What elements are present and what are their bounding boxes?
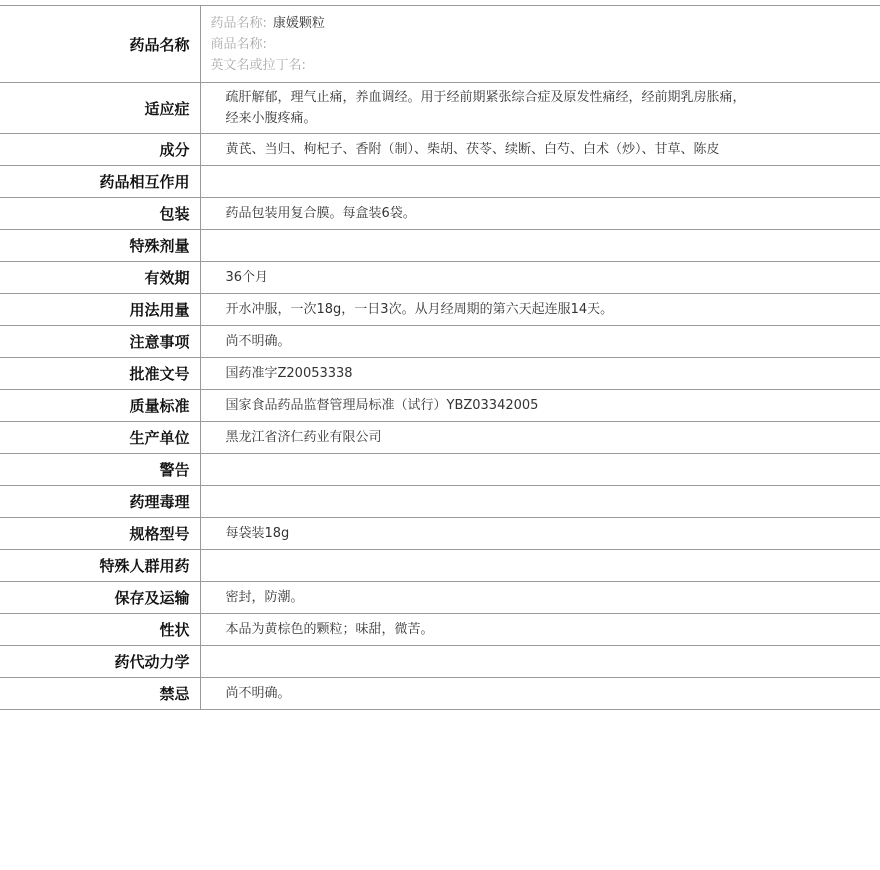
row-label-approval-number: 批准文号 [0, 358, 200, 390]
indications-line-2: 经来小腹疼痛。 [225, 111, 317, 126]
drug-name-key: 药品名称: [210, 16, 267, 31]
row-quality-standard [0, 390, 880, 422]
row-value-pharmacokinetics [200, 646, 880, 678]
row-value-manufacturer: 黑龙江省济仁药业有限公司 [200, 422, 880, 454]
row-label-shelf-life: 有效期 [0, 262, 200, 294]
row-approval-number [0, 358, 880, 390]
trade-name-key: 商品名称: [210, 37, 267, 52]
row-value-special-populations [200, 550, 880, 582]
row-indications [0, 83, 880, 134]
row-value-indications [200, 83, 880, 134]
row-label-drug-interactions: 药品相互作用 [0, 166, 200, 198]
row-label-storage-transport: 保存及运输 [0, 582, 200, 614]
row-label-usage-dosage: 用法用量 [0, 294, 200, 326]
latin-name-line [211, 55, 880, 76]
row-value-storage-transport: 密封，防潮。 [200, 582, 880, 614]
row-label-indications: 适应症 [0, 83, 200, 134]
row-value-pharmacology-toxicology [200, 486, 880, 518]
row-label-drug-name: 药品名称 [0, 6, 200, 83]
row-value-quality-standard: 国家食品药品监督管理局标准（试行）YBZ03342005 [200, 390, 880, 422]
row-label-description: 性状 [0, 614, 200, 646]
row-packaging [0, 198, 880, 230]
row-shelf-life [0, 262, 880, 294]
row-usage-dosage [0, 294, 880, 326]
row-contraindications [0, 678, 880, 710]
trade-name-line [211, 34, 880, 55]
row-label-specification: 规格型号 [0, 518, 200, 550]
row-label-special-populations: 特殊人群用药 [0, 550, 200, 582]
drug-name-value: 康媛颗粒 [272, 16, 325, 31]
row-value-precautions: 尚不明确。 [200, 326, 880, 358]
row-label-pharmacokinetics: 药代动力学 [0, 646, 200, 678]
row-label-precautions: 注意事项 [0, 326, 200, 358]
latin-name-key: 英文名或拉丁名: [210, 58, 306, 73]
row-manufacturer [0, 422, 880, 454]
row-specification [0, 518, 880, 550]
row-pharmacology-toxicology [0, 486, 880, 518]
row-warning [0, 454, 880, 486]
row-label-special-dosage: 特殊剂量 [0, 230, 200, 262]
drug-info-table [0, 5, 880, 710]
row-value-contraindications: 尚不明确。 [200, 678, 880, 710]
drug-name-line [211, 13, 880, 34]
row-label-quality-standard: 质量标准 [0, 390, 200, 422]
name-block [200, 6, 880, 83]
row-value-description: 本品为黄棕色的颗粒；味甜，微苦。 [200, 614, 880, 646]
row-value-specification: 每袋装18g [200, 518, 880, 550]
row-label-pharmacology-toxicology: 药理毒理 [0, 486, 200, 518]
row-label-warning: 警告 [0, 454, 200, 486]
row-value-special-dosage [200, 230, 880, 262]
row-drug-interactions [0, 166, 880, 198]
row-special-populations [0, 550, 880, 582]
indications-line-1: 疏肝解郁，理气止痛，养血调经。用于经前期紧张综合症及原发性痛经，经前期乳房胀痛， [225, 90, 746, 105]
row-ingredients [0, 134, 880, 166]
row-label-ingredients: 成分 [0, 134, 200, 166]
row-value-approval-number: 国药准字Z20053338 [200, 358, 880, 390]
row-precautions [0, 326, 880, 358]
row-label-manufacturer: 生产单位 [0, 422, 200, 454]
row-special-dosage [0, 230, 880, 262]
row-drug-name [0, 6, 880, 83]
row-value-warning [200, 454, 880, 486]
row-storage-transport [0, 582, 880, 614]
row-value-packaging: 药品包装用复合膜。每盒装6袋。 [200, 198, 880, 230]
row-label-packaging: 包装 [0, 198, 200, 230]
row-pharmacokinetics [0, 646, 880, 678]
row-value-ingredients: 黄芪、当归、枸杞子、香附（制）、柴胡、茯苓、续断、白芍、白术（炒）、甘草、陈皮 [200, 134, 880, 166]
row-description [0, 614, 880, 646]
row-value-shelf-life: 36个月 [200, 262, 880, 294]
row-label-contraindications: 禁忌 [0, 678, 200, 710]
row-value-usage-dosage: 开水冲服，一次18g，一日3次。从月经周期的第六天起连服14天。 [200, 294, 880, 326]
row-value-drug-interactions [200, 166, 880, 198]
